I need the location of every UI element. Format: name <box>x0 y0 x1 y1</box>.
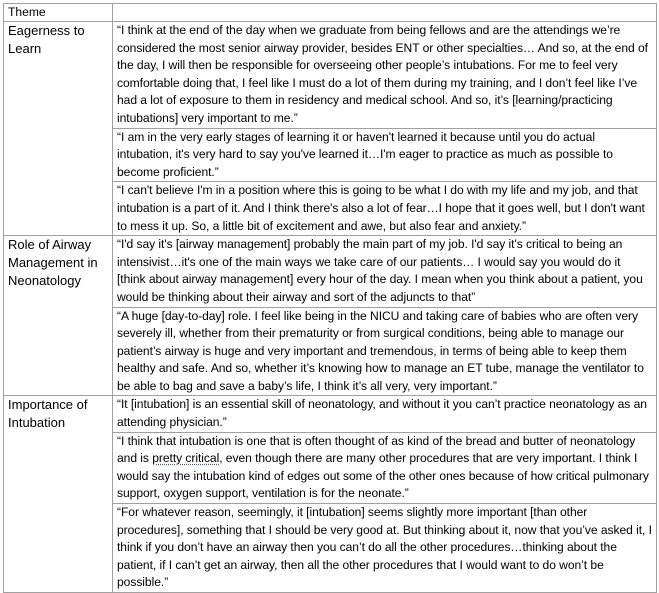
table-row <box>4 396 657 432</box>
quote-cell: “I think that intubation is one that is often thought of as kind of the bread and butter of neonatology and is pretty critical, even though there are many other procedures that are very important. I think I would say the intubation kind of edges out some of the other ones because of how critical pulmonary support, oxygen support, ventilation is for the neonate.” <box>113 432 657 503</box>
header-quotes <box>113 4 657 22</box>
quote-cell: “It [intubation] is an essential skill of neonatology, and without it you can’t practice neonatology as an attending physician.” <box>113 396 657 432</box>
table-row <box>4 22 657 129</box>
header-row <box>4 4 657 22</box>
header-theme: Theme <box>4 4 113 22</box>
theme-cell: Role of Airway Management in Neonatology <box>4 236 113 396</box>
quote-cell: “I'd say it's [airway management] probably the main part of my job. I'd say it's critical to being an intensivist…it's one of the main ways we take care of our patients… I would say you would do it [think about airway management] every hour of the day. I mean when you think about a patient, you would be thinking about their airway and sort of the adjuncts to that” <box>113 236 657 307</box>
quote-cell: “I am in the very early stages of learning it or haven't learned it because until you do actual intubation, it's very hard to say you've learned it…I'm eager to practice as much as possible to become proficient.” <box>113 128 657 182</box>
theme-cell: Eagerness to Learn <box>4 22 113 236</box>
quote-cell: “For whatever reason, seemingly, it [intubation] seems slightly more important [than other procedures], something that I should be very good at. But thinking about it, now that you’ve asked it, I think if you don’t have an airway then you can’t do all the other procedures…thinking about the patient, if I can’t get an airway, then all the other procedures that I would want to do won’t be possible.” <box>113 504 657 593</box>
quote-cell: “I think at the end of the day when we graduate from being fellows and are the attendings we’re considered the most senior airway provider, besides ENT or other specialties… And so, at the end of the day, I will then be responsible for overseeing other people’s intubations. For me to feel very comfortable doing that, I feel like I must do a lot of them during my training, and I don’t feel like I’ve had a lot of exposure to them in residency and medical school. And so, it’s [learning/practicing intubations] very important to me.” <box>113 22 657 129</box>
spellcheck-underline: pretty critical <box>152 451 220 466</box>
quote-cell: “A huge [day-to-day] role. I feel like being in the NICU and taking care of babies who are often very severely ill, whether from their prematurity or from surgical conditions, being able to manage our patient’s airway is huge and very important and tremendous, in terms of being able to keep them healthy and safe. And so, whether it’s knowing how to manage an ET tube, manage the ventilator to be able to bag and save a baby’s life, I think it’s all very, very important.” <box>113 307 657 396</box>
table-row <box>4 236 657 307</box>
theme-cell: Importance of Intubation <box>4 396 113 593</box>
themes-table <box>3 3 657 593</box>
quote-cell: “I can't believe I'm in a position where this is going to be what I do with my life and my job, and that intubation is a part of it. And I think there's also a lot of fear…I hope that it goes well, but I don't want to mess it up. So, a little bit of excitement and awe, but also fear and anxiety.” <box>113 182 657 236</box>
